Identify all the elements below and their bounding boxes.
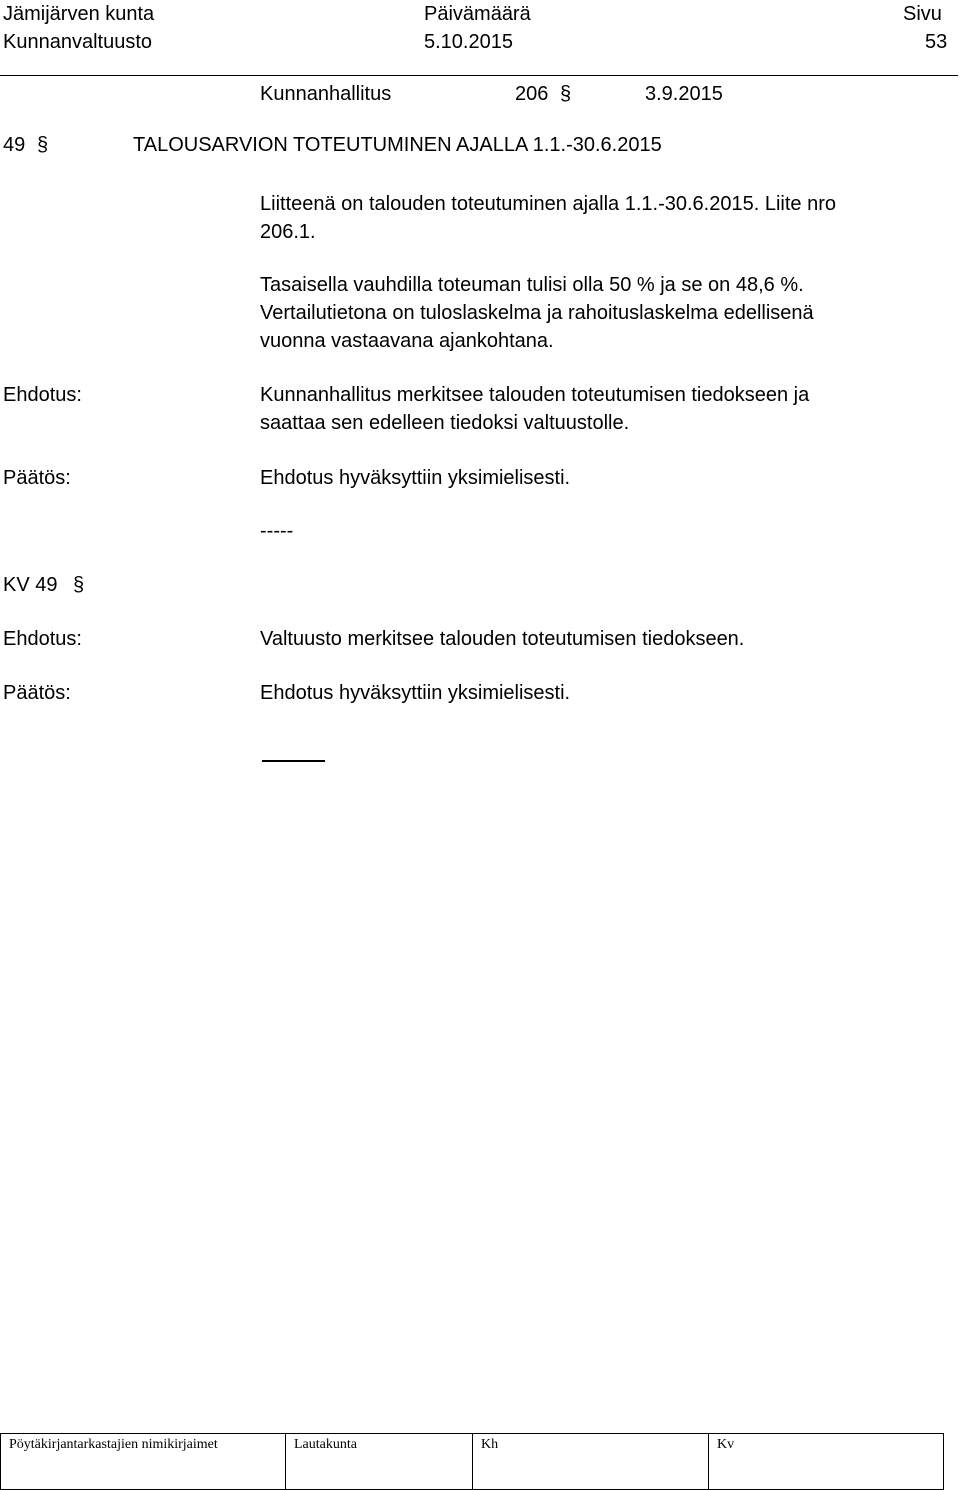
board-proposal-line1: Kunnanhallitus merkitsee talouden toteutumisen tiedokseen ja: [260, 384, 810, 406]
section-separator: -----: [260, 520, 294, 542]
board-proposal-label: Ehdotus:: [3, 384, 82, 406]
council-proposal-text: Valtuusto merkitsee talouden toteutumisen tiedokseen.: [260, 628, 745, 650]
ref-number: 206: [515, 83, 549, 105]
council-decision-label: Päätös:: [3, 682, 71, 704]
council-proposal-label: Ehdotus:: [3, 628, 82, 650]
board-decision-label: Päätös:: [3, 467, 71, 489]
ref-section-sign: §: [560, 83, 572, 105]
end-rule: [262, 760, 325, 762]
kv-cell: [709, 1434, 942, 1489]
progress-text-line3: vuonna vastaavana ajankohtana.: [260, 330, 554, 352]
board-decision-text: Ehdotus hyväksyttiin yksimielisesti.: [260, 467, 571, 489]
lautakunta-label: Lautakunta: [294, 1437, 357, 1452]
kh-label: Kh: [481, 1437, 499, 1452]
council-ref: KV 49: [3, 574, 58, 596]
item-title: TALOUSARVION TOTEUTUMINEN AJALLA 1.1.-30.6.2015: [133, 134, 662, 156]
ref-body: Kunnanhallitus: [260, 83, 392, 105]
item-number: 49: [3, 134, 26, 156]
signatures-cell: [1, 1434, 286, 1489]
date-label: Päivämäärä: [424, 3, 531, 25]
kh-cell: [473, 1434, 709, 1489]
council-section-sign: §: [73, 574, 85, 596]
meeting-date: 5.10.2015: [424, 31, 513, 53]
attachment-text-line1: Liitteenä on talouden toteutuminen ajalla 1.1.-30.6.2015. Liite nro: [260, 193, 836, 215]
attachment-text-line2: 206.1.: [260, 221, 316, 243]
ref-date: 3.9.2015: [645, 83, 723, 105]
meeting-body: Kunnanvaltuusto: [3, 31, 153, 53]
page-label: Sivu: [903, 3, 942, 25]
item-section-sign: §: [37, 134, 49, 156]
header-rule: [0, 75, 958, 76]
kv-label: Kv: [717, 1437, 735, 1452]
signatures-label: Pöytäkirjantarkastajien nimikirjaimet: [9, 1437, 218, 1452]
board-proposal-line2: saattaa sen edelleen tiedoksi valtuustolle.: [260, 412, 630, 434]
council-decision-text: Ehdotus hyväksyttiin yksimielisesti.: [260, 682, 571, 704]
signature-footer-table: [0, 1433, 944, 1490]
page-number: 53: [925, 31, 948, 53]
progress-text-line2: Vertailutietona on tuloslaskelma ja rahoituslaskelma edellisenä: [260, 302, 814, 324]
progress-text-line1: Tasaisella vauhdilla toteuman tulisi olla 50 % ja se on 48,6 %.: [260, 274, 804, 296]
organization-name: Jämijärven kunta: [3, 3, 155, 25]
lautakunta-cell: [286, 1434, 473, 1489]
